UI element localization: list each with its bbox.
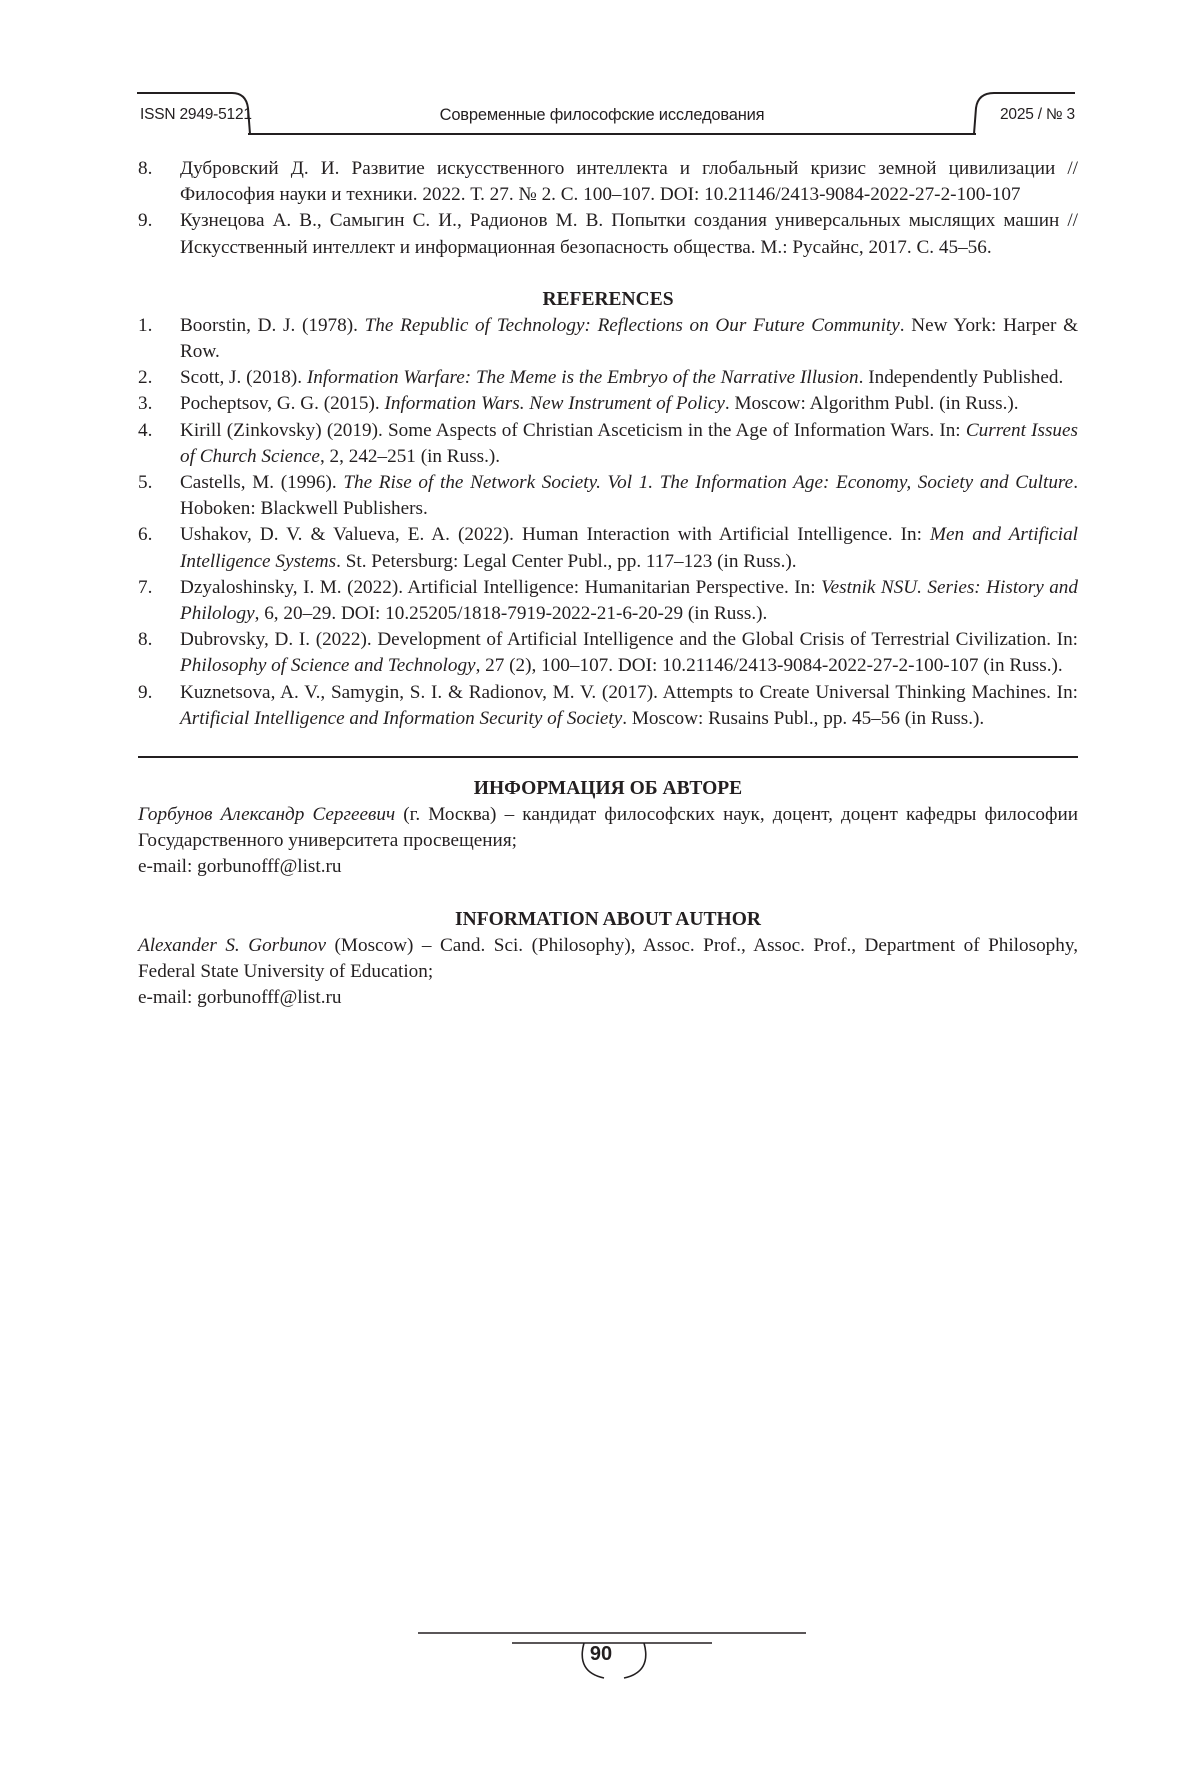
ref-text: Kuznetsova, A. V., Samygin, S. I. & Radionov, M. V. (2017). Attempts to Create Universal Thinking Machines. In: Artificial Intelligence and Information Security of Society. Moscow: Rusains Publ., pp. 45–56 (in Russ.). xyxy=(180,680,1078,732)
ref-title: Artificial Intelligence and Information Security of Society xyxy=(180,708,622,729)
footer-ornament xyxy=(0,0,1200,1783)
header-journal-title: Современные философские исследования xyxy=(352,106,852,125)
ref-title: Men and Artificial Intelligence Systems xyxy=(180,524,1078,571)
ref-text: Castells, M. (1996). The Rise of the Network Society. Vol 1. The Information Age: Economy, Society and Culture. Hoboken: Blackwell Publishers. xyxy=(180,470,1078,522)
author-email-ru: e-mail: gorbunofff@list.ru xyxy=(138,854,1078,880)
page xyxy=(0,0,1200,1783)
ref-text: Кузнецова А. В., Самыгин С. И., Радионов М. В. Попытки создания универсальных мыслящих машин // Искусственный интеллект и информационная безопасность общества. М.: Русайнс, 2017. С. 45–56. xyxy=(180,208,1078,260)
ref-text: Dzyaloshinsky, I. M. (2022). Artificial Intelligence: Humanitarian Perspective. In: Vestnik NSU. Series: History and Philology, 6, 20–29. DOI: 10.25205/1818-7919-2022-21-6-20-29 (in Russ.). xyxy=(180,575,1078,627)
ref-title: Current Issues of Church Science xyxy=(180,420,1078,467)
author-info-en: Alexander S. Gorbunov (Moscow) – Cand. Sci. (Philosophy), Assoc. Prof., Assoc. Prof., Department of Philosophy, Federal State University of Education; xyxy=(138,933,1078,985)
ref-text: Boorstin, D. J. (1978). The Republic of Technology: Reflections on Our Future Community. New York: Harper & Row. xyxy=(180,313,1078,365)
ref-number: 9. xyxy=(138,680,180,732)
author-email-en: e-mail: gorbunofff@list.ru xyxy=(138,985,1078,1011)
author-info-ru: Горбунов Александр Сергеевич (г. Москва) – кандидат философских наук, доцент, доцент кафедры философии Государственного университета просвещения; xyxy=(138,802,1078,854)
header-issue: 2025 / № 3 xyxy=(1000,106,1075,124)
ref-title: Vestnik NSU. Series: History and Philology xyxy=(180,577,1078,624)
ref-text: Scott, J. (2018). Information Warfare: The Meme is the Embryo of the Narrative Illusion. Independently Published. xyxy=(180,365,1078,391)
ref-title: Information Warfare: The Meme is the Embryo of the Narrative Illusion xyxy=(307,367,859,388)
ref-number: 1. xyxy=(138,313,180,365)
ref-title: Philosophy of Science and Technology xyxy=(180,655,476,676)
author-info-en-heading: INFORMATION ABOUT AUTHOR xyxy=(138,907,1078,933)
ref-number: 8. xyxy=(138,627,180,679)
ref-number: 2. xyxy=(138,365,180,391)
ref-number: 7. xyxy=(138,575,180,627)
ref-number: 9. xyxy=(138,208,180,260)
ref-text: Kirill (Zinkovsky) (2019). Some Aspects of Christian Asceticism in the Age of Information Wars. In: Current Issues of Church Science, 2, 242–251 (in Russ.). xyxy=(180,418,1078,470)
author-name-ru: Горбунов Александр Сергеевич xyxy=(138,804,395,825)
page-number: 90 xyxy=(568,1643,634,1666)
ref-number: 5. xyxy=(138,470,180,522)
ref-title: Information Wars. New Instrument of Policy xyxy=(384,393,724,414)
ref-title: The Rise of the Network Society. Vol 1. The Information Age: Economy, Society and Culture xyxy=(343,472,1073,493)
ref-text: Дубровский Д. И. Развитие искусственного интеллекта и глобальный кризис земной цивилизации // Философия науки и техники. 2022. Т. 27. № 2. С. 100–107. DOI: 10.21146/2413-9084-2022-27-2-100-107 xyxy=(180,156,1078,208)
ref-text: Ushakov, D. V. & Valueva, E. A. (2022). Human Interaction with Artificial Intelligence. In: Men and Artificial Intelligence Systems. St. Petersburg: Legal Center Publ., pp. 117–123 (in Russ.). xyxy=(180,522,1078,574)
ref-title: The Republic of Technology: Reflections on Our Future Community xyxy=(365,315,900,336)
ref-number: 3. xyxy=(138,391,180,417)
ref-number: 4. xyxy=(138,418,180,470)
references-heading: REFERENCES xyxy=(138,287,1078,313)
ref-number: 6. xyxy=(138,522,180,574)
header-issn: ISSN 2949-5121 xyxy=(140,106,252,124)
ref-text: Pocheptsov, G. G. (2015). Information Wars. New Instrument of Policy. Moscow: Algorithm Publ. (in Russ.). xyxy=(180,391,1078,417)
ref-number: 8. xyxy=(138,156,180,208)
author-name-en: Alexander S. Gorbunov xyxy=(138,935,326,956)
ref-text: Dubrovsky, D. I. (2022). Development of Artificial Intelligence and the Global Crisis of Terrestrial Civilization. In: Philosophy of Science and Technology, 27 (2), 100–107. DOI: 10.21146/2413-9084-2022-27-2-100-107 (in Russ.). xyxy=(180,627,1078,679)
author-info-ru-heading: ИНФОРМАЦИЯ ОБ АВТОРЕ xyxy=(138,776,1078,802)
